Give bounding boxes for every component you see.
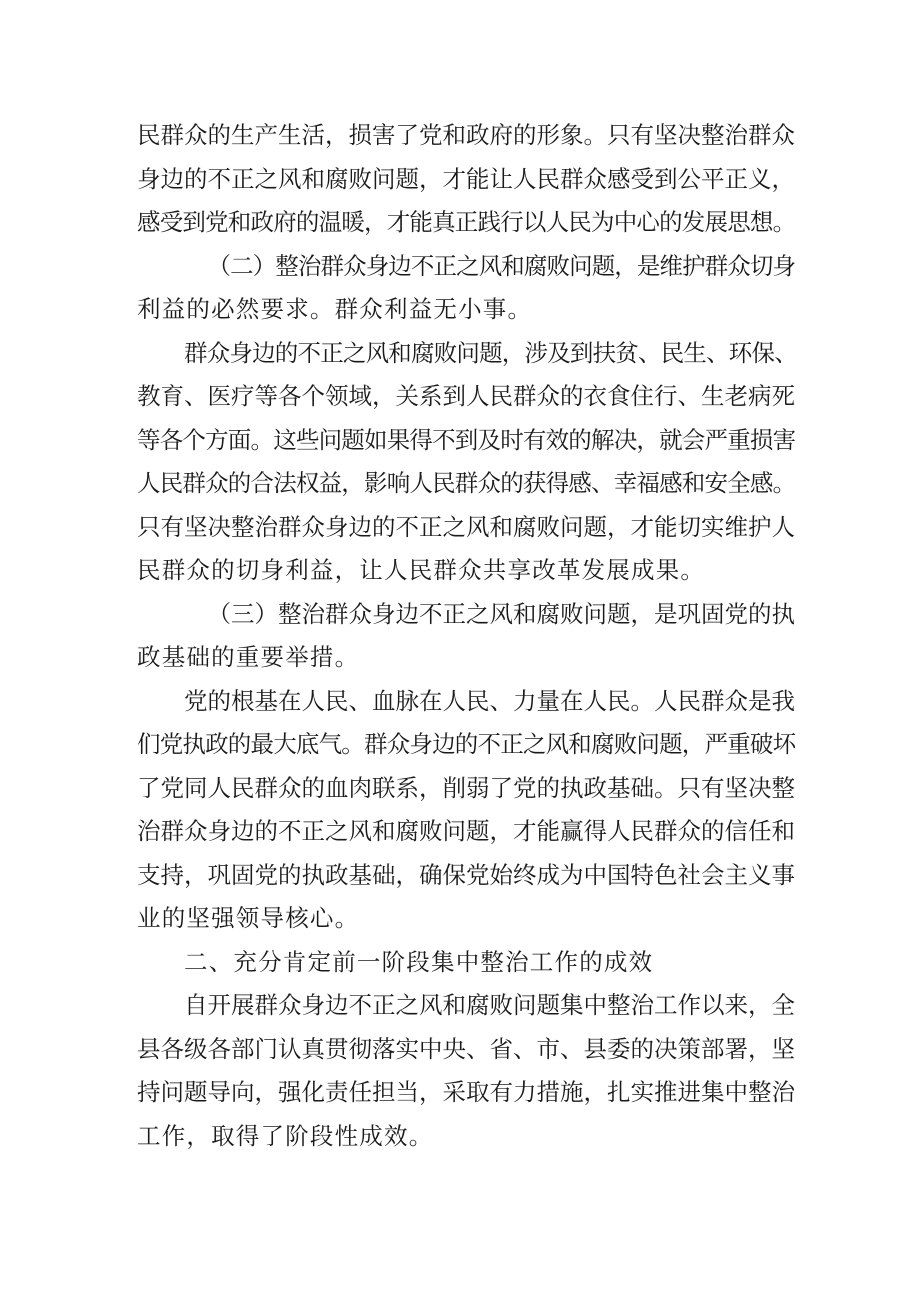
text-line: 利益的必然要求。群众利益无小事。	[137, 295, 533, 323]
text-line: 人民群众的合法权益，影响人民群众的获得感、幸福感和安全感。	[137, 469, 796, 497]
paragraph-interests	[137, 332, 797, 593]
text-line: 身边的不正之风和腐败问题，才能让人民群众感受到公平正义，	[137, 164, 795, 193]
text-line: 自开展群众身边不正之风和腐败问题集中整治工作以来，全	[184, 991, 795, 1019]
text-line: 们党执政的最大底气。群众身边的不正之风和腐败问题，严重破坏	[137, 730, 796, 758]
text-line: 持问题导向，强化责任担当，采取有力措施，扎实推进集中整治	[137, 1078, 795, 1106]
paragraph-foundation	[137, 680, 797, 941]
paragraph-results	[137, 984, 797, 1158]
text-line: 了党同人民群众的血肉联系，削弱了党的执政基础。只有坚决整	[137, 773, 795, 802]
subheading-three	[137, 593, 797, 680]
text-line: 等各个方面。这些问题如果得不到及时有效的解决，就会严重损害	[137, 425, 796, 454]
text-line: 民群众的生产生活，损害了党和政府的形象。只有坚决整治群众	[137, 121, 795, 149]
text-line: 二、充分肯定前一阶段集中整治工作的成效	[184, 947, 654, 976]
text-line: 民群众的切身利益，让人民群众共享改革发展成果。	[137, 556, 706, 584]
text-line: 县各级各部门认真贯彻落实中央、省、市、县委的决策部署，坚	[137, 1034, 795, 1063]
text-line: 政基础的重要举措。	[137, 643, 360, 671]
text-line: 党的根基在人民、血脉在人民、力量在人民。人民群众是我	[184, 686, 795, 715]
document-body	[137, 114, 797, 1158]
subheading-two	[137, 245, 797, 332]
text-line: 支持，巩固党的执政基础，确保党始终成为中国特色社会主义事	[137, 860, 795, 889]
text-line: （二）整治群众身边不正之风和腐败问题，是维护群众切身	[207, 251, 796, 280]
text-line: 只有坚决整治群众身边的不正之风和腐败问题，才能切实维护人	[137, 512, 795, 541]
text-line: 群众身边的不正之风和腐败问题，涉及到扶贫、民生、环保、	[184, 338, 797, 367]
text-line: 教育、医疗等各个领域，关系到人民群众的衣食住行、生老病死	[137, 382, 795, 410]
text-line: 治群众身边的不正之风和腐败问题，才能赢得人民群众的信任和	[137, 817, 795, 845]
section-heading-two	[137, 941, 797, 985]
text-line: 感受到党和政府的温暖，才能真正践行以人民为中心的发展思想。	[137, 208, 796, 236]
text-line: 工作，取得了阶段性成效。	[137, 1121, 434, 1150]
text-line: 业的坚强领导核心。	[137, 904, 360, 932]
paragraph-continuation	[137, 114, 797, 245]
text-line: （三）整治群众身边不正之风和腐败问题，是巩固党的执	[207, 599, 795, 628]
